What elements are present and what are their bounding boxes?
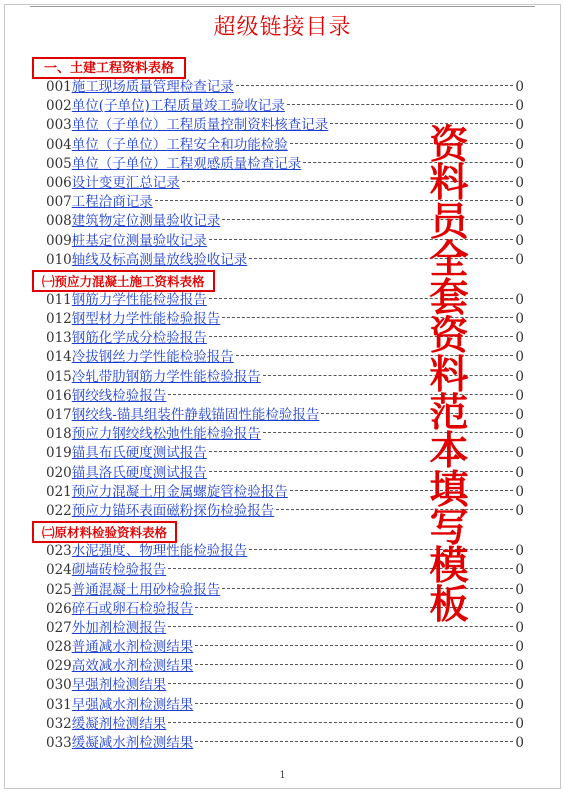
entry-page: 0 (515, 677, 524, 694)
entry-link[interactable]: 早强剂检测结果 (71, 677, 167, 694)
entry-page: 0 (515, 194, 524, 211)
entry-number: 028 (46, 639, 72, 656)
entry-number: 009 (46, 232, 72, 249)
toc-entry (46, 657, 524, 676)
entry-link[interactable]: 高效减水剂检测结果 (71, 658, 194, 675)
entry-link[interactable]: 缓凝减水剂检测结果 (71, 735, 194, 751)
entry-page: 0 (515, 735, 524, 751)
leader-line (249, 549, 513, 550)
leader-line (195, 741, 513, 742)
entry-page: 0 (515, 155, 524, 172)
entry-number: 015 (46, 368, 72, 385)
side-banner-char: 料 (429, 161, 469, 207)
entry-link[interactable]: 普通减水剂检测结果 (71, 639, 194, 656)
leader-line (290, 143, 514, 144)
entry-page: 0 (515, 426, 524, 443)
toc-entry (46, 97, 524, 116)
header-rule (30, 6, 535, 7)
entry-link[interactable]: 钢筋力学性能检验报告 (71, 291, 207, 308)
entry-page: 0 (515, 387, 524, 404)
entry-number: 022 (46, 502, 72, 519)
leader-line (290, 490, 514, 491)
entry-number: 032 (46, 715, 72, 732)
entry-link[interactable]: 冷轧带肋钢筋力学性能检验报告 (71, 368, 261, 385)
entry-link[interactable]: 钢筋化学成分检验报告 (71, 330, 207, 347)
leader-line (276, 509, 513, 510)
section-heading: 一、土建工程资料表格 (32, 57, 186, 79)
entry-link[interactable]: 设计变更汇总记录 (71, 174, 180, 191)
side-banner-char: 资 (429, 123, 469, 168)
entry-page: 0 (515, 79, 524, 95)
page-title: 超级链接目录 (213, 15, 352, 40)
entry-link[interactable]: 工程洽商记录 (71, 194, 153, 211)
side-banner-text (426, 123, 472, 628)
entry-link[interactable]: 水泥强度、物理性能检验报告 (71, 543, 248, 560)
entry-link[interactable]: 锚具布氏硬度测试报告 (71, 445, 207, 462)
entry-number: 025 (46, 581, 72, 598)
entry-link[interactable]: 钢型材力学性能检验报告 (71, 311, 221, 328)
leader-line (287, 104, 514, 105)
toc-entry (46, 676, 524, 695)
entry-page: 0 (515, 543, 524, 560)
leader-line (168, 683, 513, 684)
entry-page: 0 (515, 658, 524, 675)
entry-link[interactable]: 钢绞线-锚具组装件静载锚固性能检验报告 (71, 407, 320, 423)
entry-page: 0 (515, 483, 524, 500)
leader-line (321, 413, 513, 414)
entry-link[interactable]: 单位（子单位）工程观感质量检查记录 (71, 155, 302, 172)
entry-page: 0 (515, 464, 524, 481)
entry-number: 004 (46, 136, 72, 153)
entry-number: 020 (46, 464, 72, 481)
entry-page: 0 (515, 98, 524, 115)
side-banner-char: 员 (429, 199, 469, 245)
entry-number: 011 (46, 291, 72, 308)
entry-link[interactable]: 建筑物定位测量验收记录 (71, 213, 221, 230)
entry-number: 010 (46, 251, 72, 268)
entry-page: 0 (515, 232, 524, 249)
entry-page: 0 (515, 349, 524, 366)
page-number: 1 (279, 770, 286, 781)
entry-number: 002 (46, 98, 72, 115)
leader-line (263, 375, 514, 376)
entry-page: 0 (515, 136, 524, 153)
entry-link[interactable]: 单位（子单位）工程质量控制资料核查记录 (71, 117, 329, 134)
entry-number: 005 (46, 155, 72, 172)
entry-number: 024 (46, 562, 72, 579)
entry-page: 0 (515, 251, 524, 268)
section-heading: ㈠预应力混凝土施工资料表格 (32, 270, 215, 292)
leader-line (303, 162, 513, 163)
entry-link[interactable]: 桩基定位测量验收记录 (71, 232, 207, 249)
entry-link[interactable]: 砌墙砖检验报告 (71, 562, 167, 579)
entry-link[interactable]: 单位（子单位）工程安全和功能检验 (71, 136, 288, 153)
entry-link[interactable]: 冷拔钢丝力学性能检验报告 (71, 349, 234, 366)
leader-line (330, 123, 513, 124)
side-banner-char: 范 (429, 391, 469, 437)
entry-page: 0 (515, 639, 524, 656)
entry-link[interactable]: 轴线及标高测量放线验收记录 (71, 251, 248, 268)
entry-number: 019 (46, 445, 72, 462)
entry-number: 017 (46, 407, 72, 423)
entry-page: 0 (515, 696, 524, 713)
entry-page: 0 (515, 174, 524, 191)
side-banner-char: 套 (429, 276, 469, 322)
side-banner-char: 料 (429, 352, 469, 398)
entry-link[interactable]: 预应力锚环表面磁粉探伤检验报告 (71, 502, 275, 519)
leader-line (195, 664, 513, 665)
entry-number: 006 (46, 174, 72, 191)
entry-number: 003 (46, 117, 72, 134)
entry-link[interactable]: 早强减水剂检测结果 (71, 696, 194, 713)
entry-number: 033 (46, 735, 72, 751)
entry-page: 0 (515, 368, 524, 385)
entry-page: 0 (515, 445, 524, 462)
entry-link[interactable]: 外加剂检测报告 (71, 619, 167, 636)
entry-page: 0 (515, 330, 524, 347)
entry-number: 026 (46, 600, 72, 617)
entry-page: 0 (515, 600, 524, 617)
entry-page: 0 (515, 117, 524, 134)
entry-page: 0 (515, 619, 524, 636)
side-banner-char: 板 (429, 582, 469, 628)
entry-page: 0 (515, 407, 524, 423)
leader-line (195, 703, 513, 704)
entry-number: 030 (46, 677, 72, 694)
side-banner-char: 资 (429, 314, 469, 360)
entry-number: 029 (46, 658, 72, 675)
entry-link[interactable]: 施工现场质量管理检查记录 (71, 79, 234, 95)
side-banner-char: 模 (429, 544, 469, 590)
entry-number: 008 (46, 213, 72, 230)
entry-number: 031 (46, 696, 72, 713)
side-banner-char: 填 (429, 467, 469, 513)
toc-entry (46, 696, 524, 715)
entry-number: 018 (46, 426, 72, 443)
entry-page: 0 (515, 291, 524, 308)
entry-page: 0 (515, 311, 524, 328)
entry-number: 027 (46, 619, 72, 636)
entry-link[interactable]: 预应力混凝土用金属螺旋管检验报告 (71, 483, 288, 500)
entry-link[interactable]: 预应力钢绞线松弛性能检验报告 (71, 426, 261, 443)
entry-link[interactable]: 钢绞线检验报告 (71, 387, 167, 404)
entry-page: 0 (515, 581, 524, 598)
leader-line (249, 258, 513, 259)
entry-page: 0 (515, 213, 524, 230)
toc-entry (46, 638, 524, 657)
entry-link[interactable]: 碎石或卵石检验报告 (71, 600, 194, 617)
side-banner-char: 全 (429, 237, 469, 283)
leader-line (263, 432, 514, 433)
entry-number: 012 (46, 311, 72, 328)
entry-number: 014 (46, 349, 72, 366)
leader-line (236, 85, 514, 86)
entry-link[interactable]: 单位(子单位)工程质量竣工验收记录 (71, 98, 285, 115)
entry-page: 0 (515, 562, 524, 579)
entry-number: 007 (46, 194, 72, 211)
leader-line (195, 645, 513, 646)
entry-page: 0 (515, 715, 524, 732)
entry-link[interactable]: 普通混凝土用砂检验报告 (71, 581, 221, 598)
entry-link[interactable]: 缓凝剂检测结果 (71, 715, 167, 732)
entry-number: 016 (46, 387, 72, 404)
entry-page: 0 (515, 502, 524, 519)
side-banner-char: 写 (429, 505, 469, 551)
toc-entry (46, 715, 524, 734)
toc-entry (46, 78, 524, 97)
entry-number: 013 (46, 330, 72, 347)
toc-entry (46, 734, 524, 753)
leader-line (168, 722, 513, 723)
side-banner-char: 本 (429, 429, 469, 475)
section-heading: ㈡原材料检验资料表格 (32, 521, 177, 543)
entry-number: 021 (46, 483, 72, 500)
entry-link[interactable]: 锚具洛氏硬度测试报告 (71, 464, 207, 481)
entry-number: 023 (46, 543, 72, 560)
entry-number: 001 (46, 79, 72, 95)
